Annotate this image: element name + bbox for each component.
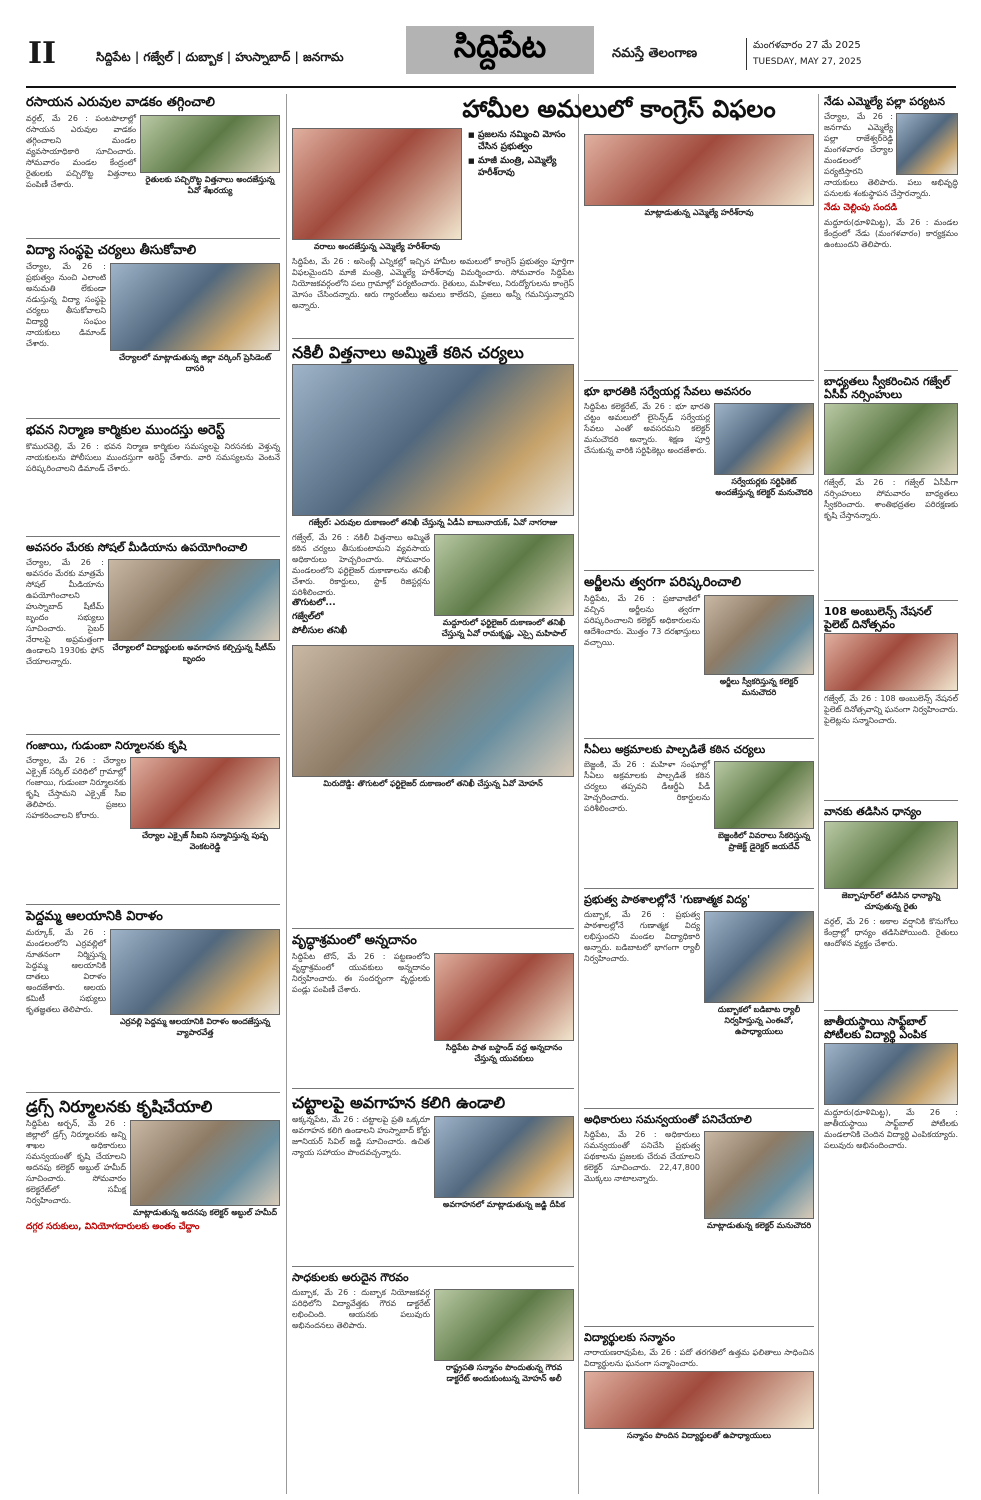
photo-caption: మిరుదొడ్డి: తొగుటలో ఫర్టిలైజర్ దుకాణంలో తనిఖీ చేస్తున్న ఏవో మోహన్ [323,779,543,789]
headline: అధికారులు సమన్వయంతో పనిచేయాలి [584,1113,752,1126]
lead-headline: హామీల అమలులో కాంగ్రెస్ విఫలం [462,95,776,123]
article [26,94,280,239]
article-text: సిద్దిపేట, మే 26 : అధికారులు సమన్వయంతో పనిచేసి ప్రభుత్వ పథకాలను ప్రజలకు చేరువ చేయాలని కలెక్టర్ సూచించారు. 22,47,800 మొక్కలు నాటాలన్నారు. [584,1129,700,1183]
headline: రసాయన ఎరువుల వాడకం తగ్గించాలి [26,95,215,110]
photo [714,761,814,829]
column-right [824,94,958,1323]
article-text: సిద్దిపేట టౌన్, మే 26 : పట్టణంలోని వృద్ధాశ్రమంలో యువకులు అన్నదానం నిర్వహించారు. ఈ సందర్భంగా వృద్ధులకు పండ్లు పంపిణీ చేశారు. [292,951,430,994]
subheading: పోలీసుల తనిఖీ [292,626,348,637]
headline: అర్జీలను త్వరగా పరిష్కరించాలి [584,575,741,590]
subheading: తొగుటలో... [292,598,336,609]
photo [110,929,280,1015]
article [584,1330,814,1466]
headline: అవసరం మేరకు సోషల్ మీడియాను ఉపయోగించాలి [26,541,248,554]
photo-caption: రాష్ట్రపతి సన్మానం పొందుతున్న గౌరవ డాక్టరేట్ అందుకుంటున్న మోహన్ అలీ [445,1362,563,1383]
district-list: సిద్దిపేట | గజ్వేల్ | దుబ్బాక | హుస్నాబాద్ | జనగామ [96,50,344,64]
column-left [26,94,280,1381]
photo-caption: ఎర్రవల్లి పెద్దమ్మ ఆలయానికి విరాళం అందజేస్తున్న వ్యాపారవేత్త [119,1016,271,1037]
photo [704,911,814,1003]
headline: నేడు ఎమ్మెల్యే పల్లా పర్యటన [824,95,945,108]
headline: సాధకులకు అరుదైన గౌరవం [292,1271,409,1284]
headline: విద్యార్థులకు సన్మానం [584,1331,676,1344]
date-telugu: మంగళవారం 27 మే 2025 [753,40,861,51]
article [26,1096,280,1378]
photo-caption: వరాలు అందజేస్తున్న ఎమ్మెల్యే హరీశ్‌రావు [313,241,441,251]
headline: వానకు తడిసిన ధాన్యం [824,805,922,818]
photo [584,134,814,206]
headline: నకిలీ విత్తనాలు అమ్మితే కఠిన చర్యలు [292,343,524,362]
article-text: చేర్యాల, మే 26 : ప్రభుత్వం నుంచి ఎలాంటి అనుమతి లేకుండా నడుస్తున్న విద్యా సంస్థపై చర్యలు తీసుకోవాలని విద్యార్థి సంఘం నాయకులు డిమాండ్ చేశారు. [26,261,106,348]
lead-bullets [468,130,574,180]
photo-caption: జెబ్బాపూర్‌లో తడిసిన ధాన్యాన్ని చూపుతున్న రైతు [841,890,941,911]
article-text: దుబ్బాక, మే 26 : దుబ్బాక నియోజకవర్గ పరిధిలోని విద్యావేత్తకు గౌరవ డాక్టరేట్ లభించింది. ఆయనకు పలువురు అభినందనలు తెలిపారు. [292,1287,430,1330]
article [292,1092,574,1267]
photo-caption: మాట్లాడుతున్న కలెక్టర్ మనుచౌదరి [706,1220,812,1230]
photo [130,1120,280,1206]
photo-caption: చేర్యాల ఎక్సైజ్ సీఐని సన్మానిస్తున్న పుష్ప వెంకటరెడ్డి [141,830,269,851]
article [26,422,280,537]
article-text: మర్కూక్, మే 26 : మండలంలోని ఎర్రవల్లిలో నూతనంగా నిర్మిస్తున్న పెద్దమ్మ ఆలయానికి దాతలు విరాళం అందజేశారు. ఆలయ కమిటీ సభ్యులు కృతజ్ఞతలు తెలిపారు. [26,927,106,1014]
photo [292,128,462,240]
article [584,574,814,739]
photo [292,364,574,516]
section-title: సిద్దిపేట [453,27,547,65]
article-text: గజ్వేల్, మే 26 : 108 అంబులెన్స్ నేషనల్ పైలెట్ దినోత్సవాన్ని ఘనంగా నిర్వహించారు. పైలెట్లను సన్మానించారు. [824,694,958,726]
page-number: II [28,36,57,71]
portrait-photo [896,113,958,175]
photo-caption: మాట్లాడుతున్న అదనపు కలెక్టర్ అబ్దుల్ హమీద్ [133,1208,277,1218]
headline: ప్రభుత్వ పాఠశాలల్లోనే 'గుణాత్మక విద్య' [584,893,751,906]
headline: డ్రగ్స్ నిర్మూలనకు కృషిచేయాలి [26,1097,213,1116]
photo [824,403,958,475]
photo [434,953,574,1041]
column-rule [286,94,287,1494]
date-english: TUESDAY, MAY 27, 2025 [753,57,862,67]
headline: బాధ్యతలు స్వీకరించిన గజ్వేల్ ఏసీపీ నర్సింహులు [824,375,950,401]
photo [824,633,958,691]
photo [130,757,280,829]
article-text: చేర్యాల, మే 26 : అవసరం మేరకు మాత్రమే సోషల్ మీడియాను ఉపయోగించాలని హుస్నాబాద్ షీటీమ్ బృందం సభ్యులు సూచించారు. సైబర్ నేరాలపై అప్రమత్తంగా ఉండాలని 1930కు ఫోన్ చేయాలన్నారు. [26,557,104,666]
headline: భవన నిర్మాణ కార్మికుల ముందస్తు అరెస్ట్ [26,423,225,438]
article-text: చేర్యాల, మే 26 : చేర్యాల ఎక్సైజ్ సర్కిల్ పరిధిలో గ్రామాల్లో గంజాయి, గుడుంబా నిర్మూలనకు కృషి చేస్తామని ఎక్సైజ్ సీఐ తెలిపారు. ప్రజలు సహకరించాలని కోరారు. [26,755,126,820]
subheading: దగ్గర సరుకులు, వినియోగదారులకు అంతం చేద్దాం [26,1222,200,1233]
article [292,342,574,929]
masthead [0,0,981,92]
article [824,804,958,1011]
headline: చట్టాలపై అవగాహన కలిగి ఉండాలి [292,1093,506,1112]
article-text: బెజ్జంకి, మే 26 : మహిళా సంఘాల్లో సీఏలు అక్రమాలకు పాల్పడితే కఠిన చర్యలు తప్పవని డీఆర్డీఏ పీడీ హెచ్చరించారు. రికార్డులను పరిశీలించారు. [584,759,710,813]
article-text: వర్గల్, మే 26 : పంటపొలాల్లో రసాయన ఎరువుల వాడకం తగ్గించాలని మండల వ్యవసాయాధికారి సూచించారు. సోమవారం మండల కేంద్రంలో రైతులకు పచ్చిరొట్ట విత్తనాలు పంపిణీ చేశారు. [26,113,136,189]
article-text: కొమురవెల్లి, మే 26 : భవన నిర్మాణ కార్మికుల సమస్యలపై నిరసనకు వెళ్తున్న నాయకులను పోలీసులు ముందస్తుగా అరెస్ట్ చేశారు. వారి సమస్యలను వెంటనే పరిష్కరించాలని డిమాండ్ చేశారు. [26,441,280,473]
photo [824,1043,958,1105]
article [292,1270,574,1402]
headline: సీఏలు అక్రమాలకు పాల్పడితే కఠిన చర్యలు [584,743,766,756]
article-text: నారాయణరావుపేట, మే 26 : పదో తరగతిలో ఉత్తమ ఫలితాలు సాధించిన విద్యార్థులను ఘనంగా సన్మానించారు. [584,1347,814,1368]
column-rule [818,94,819,1494]
article-text: గజ్వేల్, మే 26 : గజ్వేల్ ఏసీపీగా నర్సింహులు సోమవారం బాధ్యతలు స్వీకరించారు. శాంతిభద్రతల పరిరక్షణకు కృషి చేస్తానన్నారు. [824,478,958,521]
article [26,908,280,1093]
photo [584,1371,814,1429]
article-text: దుబ్బాక, మే 26 : ప్రభుత్వ పాఠశాలల్లోనే గుణాత్మక విద్య లభిస్తుందని మండల విద్యాధికారి అన్నారు. బడిబాటలో భాగంగా ర్యాలీ నిర్వహించారు. [584,909,700,963]
photo [704,1131,814,1219]
photo-caption: దుబ్బాకలో బడిబాట ర్యాలీ నిర్వహిస్తున్న ఎంఈవో, ఉపాధ్యాయులు [717,1004,801,1036]
lead-bullet: ■ మాజీ మంత్రి, ఎమ్మెల్యే హరీశ్‌రావు [468,156,574,180]
headline: పెద్దమ్మ ఆలయానికి విరాళం [26,909,163,924]
headline: వృద్ధాశ్రమంలో అన్నదానం [292,933,417,948]
photo [292,645,574,777]
column-center-right [584,94,814,1469]
article-text: గజ్వేల్, మే 26 : నకిలీ విత్తనాలు అమ్మితే కఠిన చర్యలు తీసుకుంటామని వ్యవసాయ అధికారులు హెచ్చరించారు. సోమవారం మండలంలోని ఫర్టిలైజర్ దుకాణాలను తనిఖీ చేశారు. రికార్డులు, స్టాక్ రిజిస్టర్లను పరిశీలించారు. [292,533,430,598]
article-text: సిద్దిపేట కలెక్టరేట్, మే 26 : భూ భారతి చట్టం అమలులో లైసెన్స్‌డ్ సర్వేయర్ల సేవలు ఎంతో అవసరమని కలెక్టర్ మనుచౌదరి అన్నారు. శిక్షణ పూర్తి చేసుకున్న వారికి సర్టిఫికెట్లు అందజేశారు. [584,401,710,455]
photo-caption: బెజ్జంకిలో వివరాలు సేకరిస్తున్న ప్రాజెక్ట్ డైరెక్టర్ జయదేవ్ [717,830,811,851]
photo-caption: చేర్యాలలో విద్యార్థులకు అవగాహన కల్పిస్తున్న షీటీమ్ బృందం [112,642,276,663]
section-title-box [406,26,594,74]
article [584,892,814,1109]
article [26,540,280,735]
photo-caption: రైతులకు పచ్చిరొట్ట విత్తనాలు అందజేస్తున్న ఏవో శేఖరయ్య [145,174,275,195]
subheading: గజ్వేల్‌లో [292,612,324,623]
article [26,242,280,419]
photo [140,115,280,173]
photo-caption: గజ్వేల్: ఎరువుల దుకాణంలో తనిఖీ చేస్తున్న ఏడీఏ బాబునాయక్, ఏవో నాగరాజు [308,518,558,528]
article-text: సిద్దిపేట, మే 26 : ప్రజావాణిలో వచ్చిన అర్జీలను త్వరగా పరిష్కరించాలని కలెక్టర్ అధికారులను ఆదేశించారు. మొత్తం 73 దరఖాస్తులు వచ్చాయి. [584,593,700,647]
photo [110,263,280,351]
photo [714,403,814,475]
photo-caption: మద్దూరులో ఫర్టిలైజర్ దుకాణంలో తనిఖీ చేస్తున్న ఏవో రామకృష్ణ, ఎస్సై మహిపాల్ [441,618,567,639]
photo [704,595,814,675]
article [824,374,958,601]
column-rule [578,94,579,1494]
article [584,384,814,571]
article-text: వర్గల్, మే 26 : అకాల వర్షానికి కొనుగోలు కేంద్రాల్లో ధాన్యం తడిసిపోయింది. రైతులు ఆందోళన వ్యక్తం చేశారు. [824,916,958,948]
photo [108,559,280,641]
article-text: సిద్దిపేట అర్బన్, మే 26 : జిల్లాలో డ్రగ్స్ నిర్మూలనకు అన్ని శాఖల అధికారులు సమన్వయంతో కృషి చేయాలని అదనపు కలెక్టర్ అబ్దుల్ హమీద్ సూచించారు. సోమవారం కలెక్టరేట్‌లో సమీక్ష నిర్వహించారు. [26,1119,126,1206]
masthead-rule [26,86,956,88]
article-text: మద్దూరు(ధూళిమిట్ట), మే 26 : జాతీయస్థాయి సాఫ్ట్‌బాల్ పోటీలకు మండలానికి చెందిన విద్యార్థి ఎంపికయ్యారు. పలువురు అభినందించారు. [824,1108,958,1151]
article-text: అక్కన్నపేట, మే 26 : చట్టాలపై ప్రతి ఒక్కరూ అవగాహన కలిగి ఉండాలని హుస్నాబాద్ కోర్టు జూనియర్ సివిల్ జడ్జి సూచించారు. ఉచిత న్యాయ సహాయం పొందవచ్చన్నారు. [292,1115,430,1158]
article [824,94,958,371]
article [584,742,814,889]
photo-caption: చేర్యాలలో మాట్లాడుతున్న జిల్లా వర్కింగ్ ప్రెసిడెంట్ దాసరి [118,352,271,373]
article [824,1014,958,1320]
subheading: నేడు చెల్లింపు సందడి [824,202,898,213]
photo-caption: అవగాహనలో మాట్లాడుతున్న జడ్జి దీపిక [442,1200,566,1210]
photo-caption: సర్వేయర్లకు సర్టిఫికెట్ అందజేస్తున్న కలెక్టర్ మనుచౌదరి [715,476,813,497]
article-text: చేర్యాల, మే 26 : జనగామ ఎమ్మెల్యే పల్లా రాజేశ్వర్‌రెడ్డి మంగళవారం చేర్యాల మండలంలో పర్యటిస్తారని నాయకులు తెలిపారు. పలు అభివృద్ధి పనులకు శంకుస్థాపన చేస్తారన్నారు. [824,111,958,198]
article [292,932,574,1089]
photo [434,1289,574,1361]
article-text: మద్దూరు(ధూళిమిట్ట), మే 26 : మండల కేంద్రంలో నేడు (మంగళవారం) కార్యక్రమం ఉంటుందని తెలిపారు. [824,217,958,249]
photo [824,821,958,889]
photo [434,534,574,616]
photo-caption: మాట్లాడుతున్న ఎమ్మెల్యే హరీశ్‌రావు [644,208,754,217]
headline: గంజాయి, గుడుంబా నిర్మూలనకు కృషి [26,739,187,752]
headline: భూ భారతికి సర్వేయర్ల సేవలు అవసరం [584,385,752,398]
article-text: సిద్దిపేట, మే 26 : అసెంబ్లీ ఎన్నికల్లో ఇచ్చిన హామీల అమలులో కాంగ్రెస్ ప్రభుత్వం పూర్తిగా విఫలమైందని మాజీ మంత్రి, ఎమ్మెల్యే హరీశ్‌రావు విమర్శించారు. సోమవారం సిద్దిపేట నియోజకవర్గంలోని పలు గ్రామాల్లో పర్యటించారు. రైతులు, మహిళలు, నిరుద్యోగులను కాంగ్రెస్ మోసం చేసిందన్నారు. ఆరు గ్యారంటీలు అమలు కాలేదని, ప్రజలు అన్నీ గమనిస్తున్నారని అన్నారు. [292,256,574,310]
photo-caption: సిద్దిపేట పాత బస్టాండ్ వద్ద అన్నదానం చేస్తున్న యువకులు [445,1042,563,1063]
article [824,604,958,801]
article [26,738,280,905]
headline: జాతీయస్థాయి సాఫ్ట్‌బాల్ పోటీలకు విద్యార్థి ఎంపిక [824,1015,927,1041]
photo [434,1116,574,1198]
date-box [746,38,862,70]
headline: విద్యా సంస్థపై చర్యలు తీసుకోవాలి [26,243,197,258]
newspaper-name: నమస్తే తెలంగాణ [612,46,698,61]
article [584,1112,814,1327]
headline: 108 అంబులెన్స్ నేషనల్ పైలెట్ దినోత్సవం [824,605,932,631]
article [584,130,814,381]
lead-bullet: ■ ప్రజలను నమ్మించి మోసం చేసిన ప్రభుత్వం [468,130,574,154]
photo-caption: అర్జీలు స్వీకరిస్తున్న కలెక్టర్ మనుచౌదరి [719,676,799,697]
photo-caption: సన్మానం పొందిన విద్యార్థులతో ఉపాధ్యాయులు [626,1430,772,1440]
